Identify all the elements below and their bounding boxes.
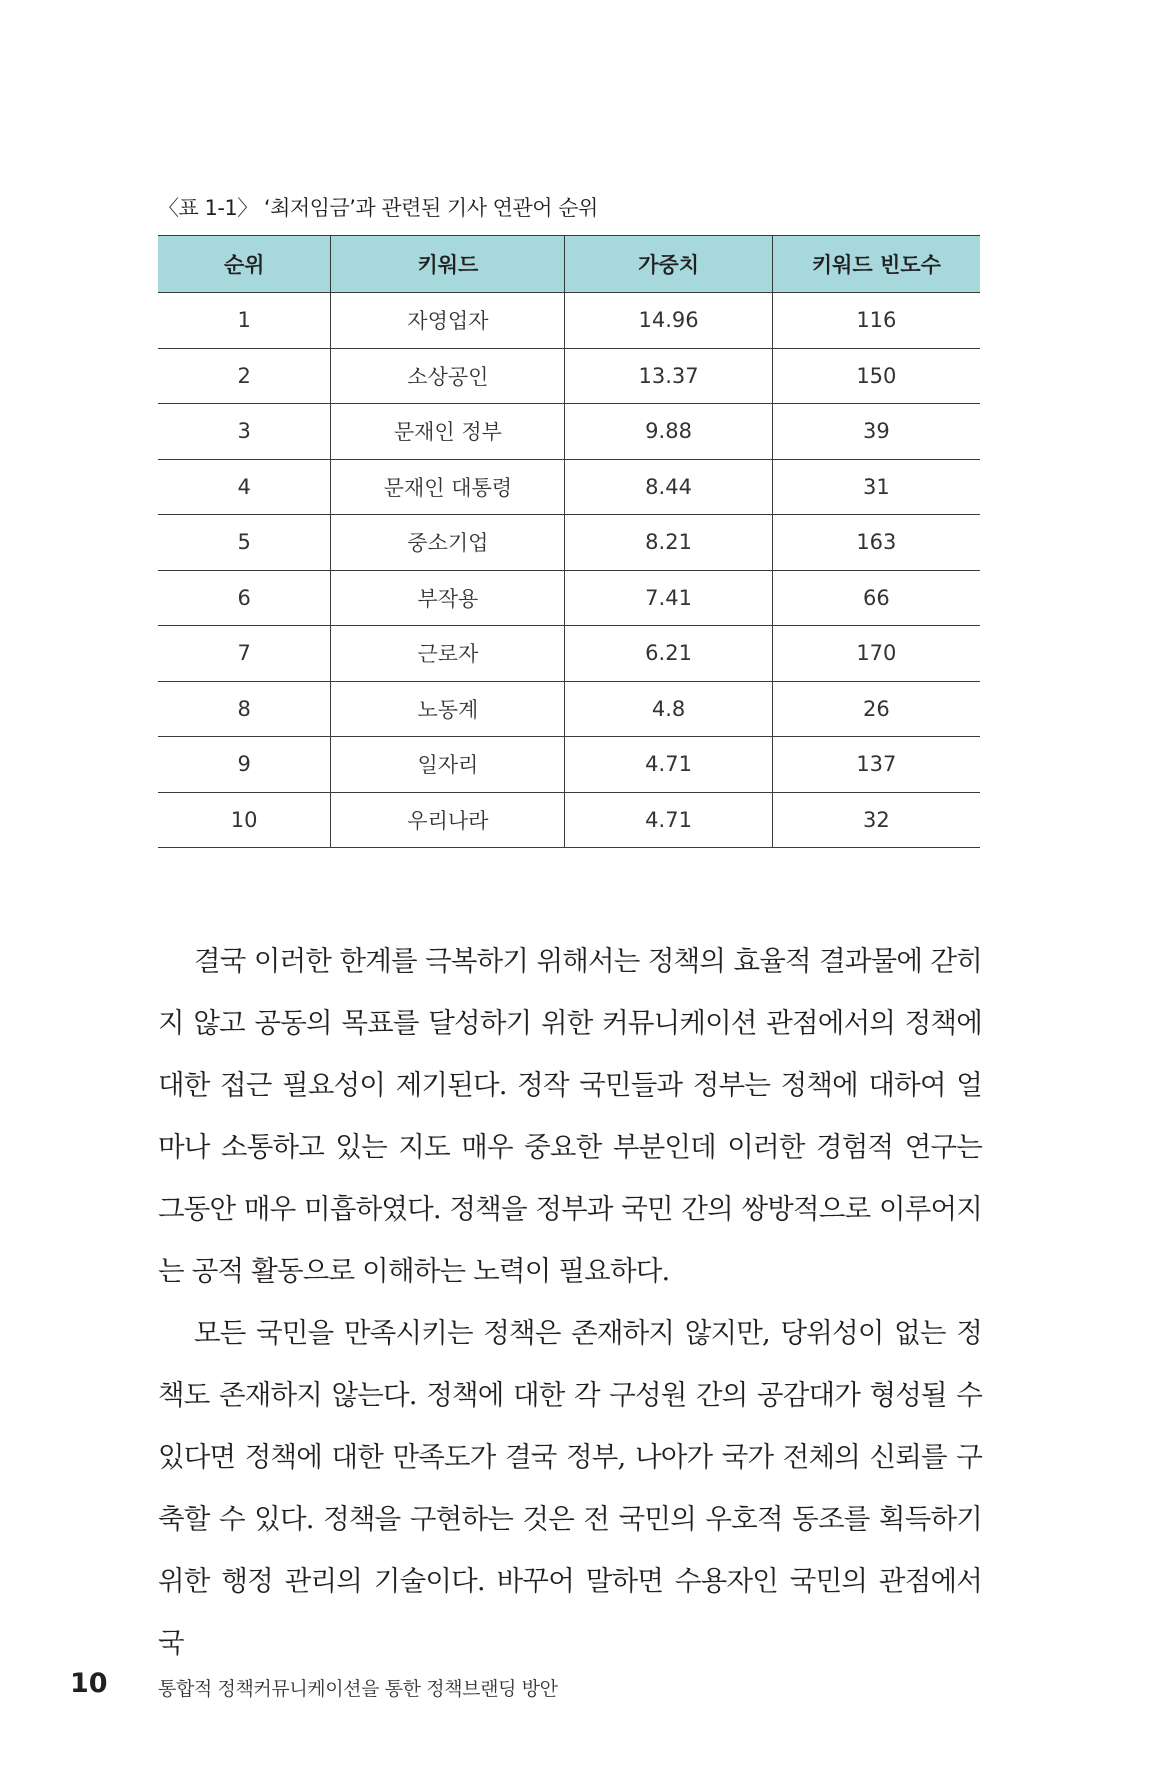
frequency-cell: 31 (772, 459, 980, 515)
weight-cell: 6.21 (565, 626, 772, 682)
header-rank: 순위 (158, 236, 331, 293)
weight-cell: 4.71 (565, 792, 772, 848)
rank-cell: 7 (158, 626, 331, 682)
frequency-cell: 39 (772, 404, 980, 460)
keyword-cell: 소상공인 (331, 348, 565, 404)
frequency-cell: 116 (772, 293, 980, 349)
weight-cell: 4.8 (565, 681, 772, 737)
table-row (158, 570, 980, 626)
keyword-cell: 근로자 (331, 626, 565, 682)
table-row (158, 681, 980, 737)
keyword-cell: 일자리 (331, 737, 565, 793)
frequency-cell: 150 (772, 348, 980, 404)
table-row (158, 293, 980, 349)
table-row (158, 348, 980, 404)
rank-cell: 1 (158, 293, 331, 349)
body-text (158, 930, 982, 1674)
weight-cell: 9.88 (565, 404, 772, 460)
frequency-cell: 163 (772, 515, 980, 571)
keyword-cell: 문재인 정부 (331, 404, 565, 460)
weight-cell: 4.71 (565, 737, 772, 793)
keyword-rank-table (158, 235, 980, 848)
weight-cell: 14.96 (565, 293, 772, 349)
book-title: 통합적 정책커뮤니케이션을 통한 정책브랜딩 방안 (158, 1678, 558, 1700)
keyword-cell: 노동계 (331, 681, 565, 737)
weight-cell: 8.21 (565, 515, 772, 571)
frequency-cell: 66 (772, 570, 980, 626)
table-row (158, 459, 980, 515)
keyword-cell: 자영업자 (331, 293, 565, 349)
table-row (158, 626, 980, 682)
header-frequency: 키워드 빈도수 (772, 236, 980, 293)
weight-cell: 7.41 (565, 570, 772, 626)
rank-cell: 4 (158, 459, 331, 515)
body-paragraph: 결국 이러한 한계를 극복하기 위해서는 정책의 효율적 결과물에 갇히지 않고 공동의 목표를 달성하기 위한 커뮤니케이션 관점에서의 정책에 대한 접근 필요성이 제기된다. 정작 국민들과 정부는 정책에 대하여 얼마나 소통하고 있는 지도 매우 중요한 부분인데 이러한 경험적 연구는 그동안 매우 미흡하였다. 정책을 정부과 국민 간의 쌍방적으로 이루어지는 공적 활동으로 이해하는 노력이 필요하다. (158, 945, 982, 1287)
keyword-cell: 우리나라 (331, 792, 565, 848)
rank-cell: 2 (158, 348, 331, 404)
table-row (158, 404, 980, 460)
frequency-cell: 170 (772, 626, 980, 682)
frequency-cell: 32 (772, 792, 980, 848)
body-paragraph: 모든 국민을 만족시키는 정책은 존재하지 않지만, 당위성이 없는 정책도 존재하지 않는다. 정책에 대한 각 구성원 간의 공감대가 형성될 수 있다면 정책에 대한 만족도가 결국 정부, 나아가 국가 전체의 신뢰를 구축할 수 있다. 정책을 구현하는 것은 전 국민의 우호적 동조를 획득하기 위한 행정 관리의 기술이다. 바꾸어 말하면 수용자인 국민의 관점에서 국 (158, 1317, 982, 1659)
keyword-cell: 부작용 (331, 570, 565, 626)
keyword-cell: 중소기업 (331, 515, 565, 571)
rank-cell: 8 (158, 681, 331, 737)
header-weight: 가중치 (565, 236, 772, 293)
rank-cell: 6 (158, 570, 331, 626)
weight-cell: 8.44 (565, 459, 772, 515)
table-caption: 〈표 1-1〉 ‘최저임금’과 관련된 기사 연관어 순위 (158, 196, 598, 220)
header-keyword: 키워드 (331, 236, 565, 293)
rank-cell: 10 (158, 792, 331, 848)
page-footer (0, 1668, 1169, 1700)
frequency-cell: 26 (772, 681, 980, 737)
rank-cell: 9 (158, 737, 331, 793)
table-row (158, 792, 980, 848)
table-row (158, 515, 980, 571)
keyword-cell: 문재인 대통령 (331, 459, 565, 515)
weight-cell: 13.37 (565, 348, 772, 404)
rank-cell: 3 (158, 404, 331, 460)
page-number: 10 (70, 1668, 108, 1699)
rank-cell: 5 (158, 515, 331, 571)
table-header-row (158, 236, 980, 293)
table-row (158, 737, 980, 793)
frequency-cell: 137 (772, 737, 980, 793)
